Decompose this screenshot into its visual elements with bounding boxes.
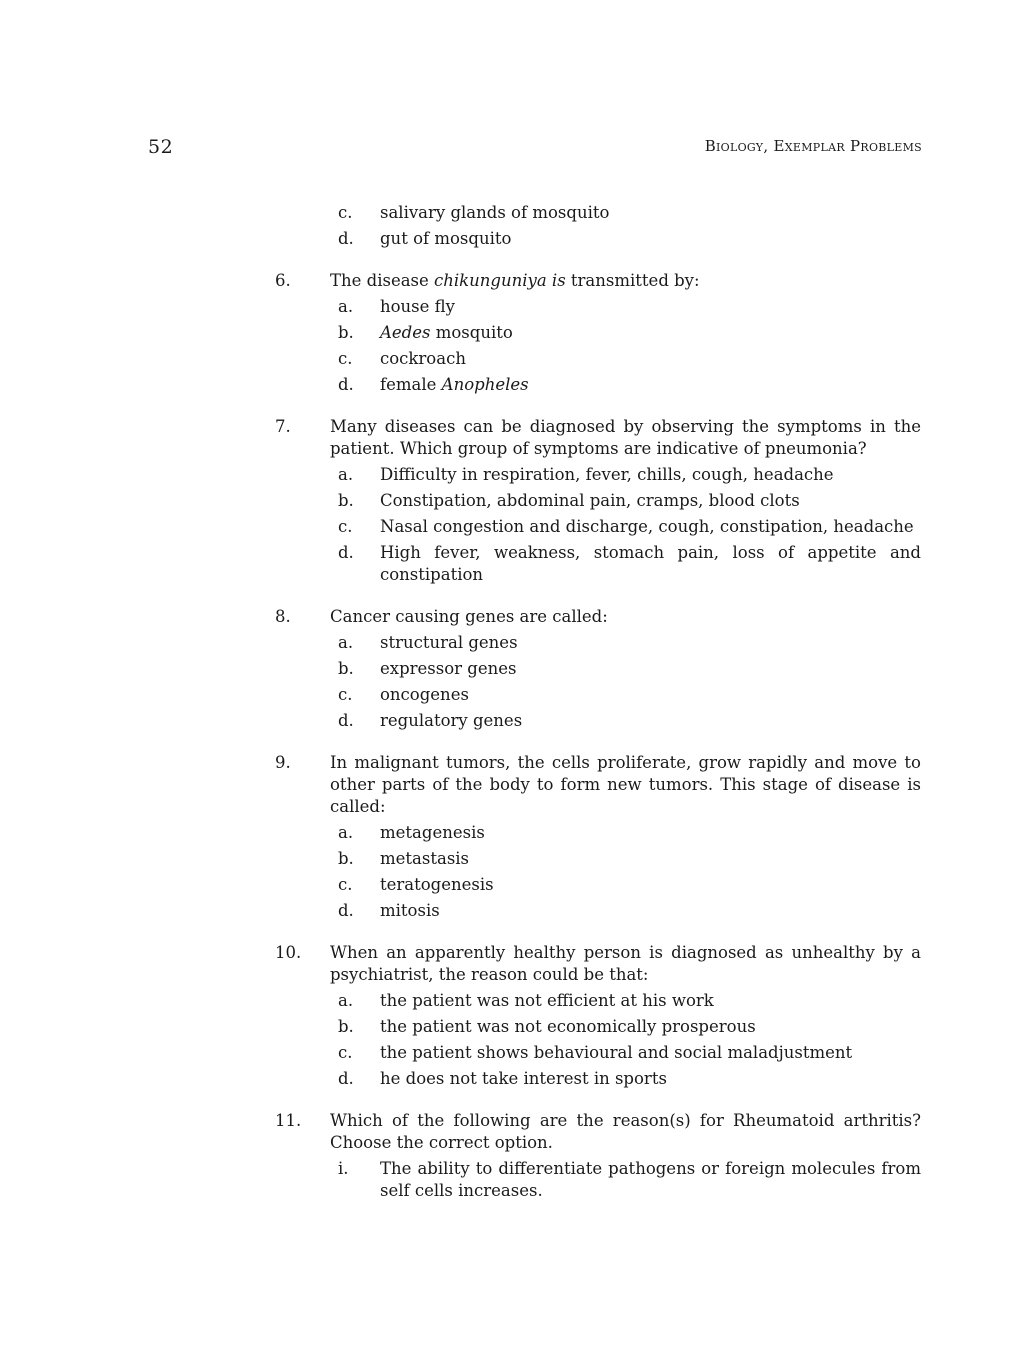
option-item [338, 202, 921, 224]
question-number: 10. [275, 943, 302, 962]
option-text: Nasal congestion and discharge, cough, constipation, headache [380, 517, 914, 536]
question-text: In malignant tumors, the cells proliferate, grow rapidly and move to other parts of the body to form new tumors. This stage of disease is called: [330, 753, 921, 816]
option-label: b. [338, 1017, 354, 1036]
option-text: metastasis [380, 849, 470, 868]
option-label: d. [338, 543, 354, 562]
option-text: he does not take interest in sports [380, 1069, 667, 1088]
option-label: b. [338, 849, 354, 868]
question-text: Many diseases can be diagnosed by observing the symptoms in the patient. Which group of symptoms are indicative of pneumonia? [330, 417, 921, 458]
question-stem [275, 416, 921, 460]
option-item [338, 848, 921, 870]
option-label: d. [338, 229, 354, 248]
option-text: salivary glands of mosquito [380, 203, 610, 222]
question-stem [275, 752, 921, 818]
option-label: d. [338, 711, 354, 730]
option-item [338, 1016, 921, 1038]
option-item [338, 516, 921, 538]
option-label: c. [338, 517, 353, 536]
option-item [338, 874, 921, 896]
option-item [338, 464, 921, 486]
option-item [338, 228, 921, 250]
question-stem [275, 1110, 921, 1154]
option-item [338, 296, 921, 318]
question-text: Cancer causing genes are called: [330, 607, 608, 626]
option-text: house fly [380, 297, 455, 316]
question-10 [275, 942, 921, 1090]
option-item [338, 684, 921, 706]
option-text: Constipation, abdominal pain, cramps, blood clots [380, 491, 800, 510]
option-text: structural genes [380, 633, 518, 652]
question-text: The disease chikunguniya is transmitted by: [330, 271, 700, 290]
option-item [338, 490, 921, 512]
option-item [338, 990, 921, 1012]
option-label: d. [338, 375, 354, 394]
option-label: c. [338, 203, 353, 222]
option-label: a. [338, 297, 354, 316]
option-label: c. [338, 349, 353, 368]
question-number: 6. [275, 271, 291, 290]
option-item [338, 322, 921, 344]
option-item [338, 1158, 921, 1202]
option-text: oncogenes [380, 685, 469, 704]
question-stem [275, 270, 921, 292]
running-header: Biology, Exemplar Problems [704, 137, 922, 155]
question-number: 7. [275, 417, 291, 436]
option-label: a. [338, 823, 354, 842]
option-label: a. [338, 633, 354, 652]
option-label: c. [338, 1043, 353, 1062]
question-number: 8. [275, 607, 291, 626]
option-item [338, 710, 921, 732]
option-label: i. [338, 1159, 349, 1178]
option-label: c. [338, 685, 353, 704]
continued-options [275, 202, 921, 250]
option-text: mitosis [380, 901, 440, 920]
option-label: b. [338, 491, 354, 510]
question-number: 11. [275, 1111, 302, 1130]
option-text: the patient shows behavioural and social maladjustment [380, 1043, 853, 1062]
option-label: a. [338, 465, 354, 484]
option-item [338, 632, 921, 654]
option-text: cockroach [380, 349, 466, 368]
question-7 [275, 416, 921, 586]
option-text: teratogenesis [380, 875, 494, 894]
question-8 [275, 606, 921, 732]
option-text: the patient was not economically prosperous [380, 1017, 756, 1036]
question-text: Which of the following are the reason(s) for Rheumatoid arthritis? Choose the correct option. [330, 1111, 921, 1152]
option-item [338, 900, 921, 922]
option-item [338, 348, 921, 370]
option-label: b. [338, 323, 354, 342]
page-number: 52 [148, 136, 174, 158]
option-label: b. [338, 659, 354, 678]
question-6 [275, 270, 921, 396]
option-text: gut of mosquito [380, 229, 512, 248]
question-9 [275, 752, 921, 922]
option-item [338, 658, 921, 680]
option-item [338, 1068, 921, 1090]
question-stem [275, 942, 921, 986]
option-label: d. [338, 901, 354, 920]
option-item [338, 822, 921, 844]
option-text: metagenesis [380, 823, 485, 842]
option-text: regulatory genes [380, 711, 523, 730]
option-label: d. [338, 1069, 354, 1088]
option-text: the patient was not efficient at his work [380, 991, 714, 1010]
option-text: expressor genes [380, 659, 517, 678]
option-item [338, 374, 921, 396]
question-list [275, 202, 921, 1206]
option-text: High fever, weakness, stomach pain, loss of appetite and constipation [380, 543, 921, 584]
question-stem [275, 606, 921, 628]
question-text: When an apparently healthy person is diagnosed as unhealthy by a psychiatrist, the reason could be that: [330, 943, 921, 984]
option-label: a. [338, 991, 354, 1010]
option-text: Aedes mosquito [380, 323, 513, 342]
option-label: c. [338, 875, 353, 894]
option-text: The ability to differentiate pathogens or foreign molecules from self cells increases. [380, 1159, 921, 1200]
question-number: 9. [275, 753, 291, 772]
option-text: female Anopheles [380, 375, 529, 394]
option-item [338, 542, 921, 586]
option-text: Difficulty in respiration, fever, chills, cough, headache [380, 465, 834, 484]
question-11 [275, 1110, 921, 1202]
option-item [338, 1042, 921, 1064]
